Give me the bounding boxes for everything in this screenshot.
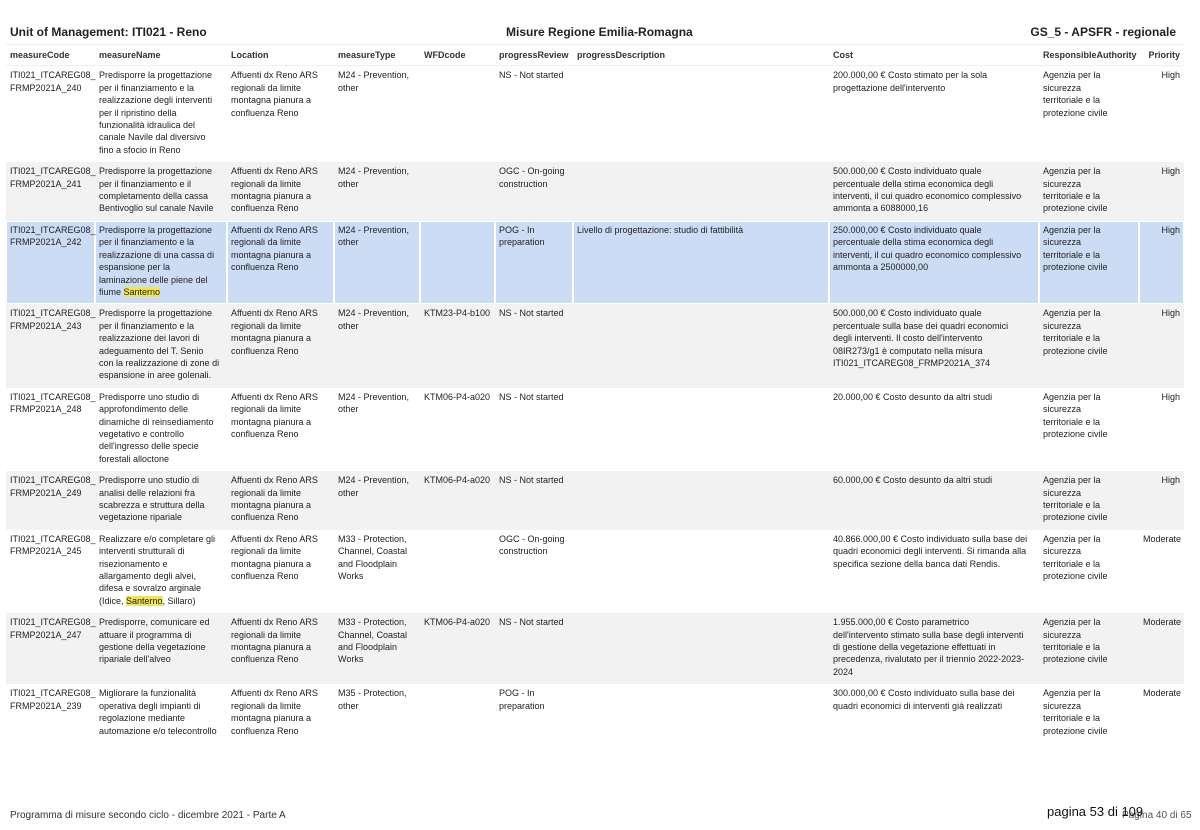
cell-name: Migliorare la funzionalità operativa degli impianti di regolazione mediante automazione e/o telecontrollo [95, 684, 227, 743]
column-header-progressdescription: progressDescription [573, 45, 829, 66]
cell-wfd [420, 530, 495, 613]
cell-desc [573, 613, 829, 684]
cell-name: Predisporre uno studio di analisi delle relazioni fra scabrezza e struttura della vegetazione ripariale [95, 471, 227, 530]
cell-cost: 300.000,00 € Costo individuato sulla base dei quadri economici di interventi già realizzati [829, 684, 1039, 743]
cell-cost: 40.866.000,00 € Costo individuato sulla base dei quadri economici degli interventi. Si rimanda alla specifica sezione della banca dati Rendis. [829, 530, 1039, 613]
page-number: Pagina 40 di 65 [1122, 810, 1192, 821]
table-header-row [6, 45, 1184, 66]
cell-location: Affuenti dx Reno ARS regionali da limite montagna pianura a confluenza Reno [227, 162, 334, 221]
cell-cost: 20.000,00 € Costo desunto da altri studi [829, 388, 1039, 471]
cell-name: Predisporre uno studio di approfondimento delle dinamiche di reinsediamento vegetativo e controllo dell'ingresso delle specie forestali alloctone [95, 388, 227, 471]
cell-type: M24 - Prevention, other [334, 162, 420, 221]
table-row [6, 221, 1184, 304]
cell-review: NS - Not started [495, 471, 573, 530]
cell-code: ITI021_ITCAREG08_ FRMP2021A_239 [6, 684, 95, 743]
column-header-measuretype: measureType [334, 45, 420, 66]
cell-cost: 500.000,00 € Costo individuato quale percentuale sulla base dei quadri economici degli interventi. Il costo dell'intervento 08IR273/g1 è computato nella misura ITI021_ITCAREG08_FRMP2021A_374 [829, 304, 1039, 387]
cell-review: NS - Not started [495, 66, 573, 162]
cell-review: NS - Not started [495, 388, 573, 471]
cell-cost: 200.000,00 € Costo stimato per la sola progettazione dell'intervento [829, 66, 1039, 162]
table-row [6, 66, 1184, 162]
measures-table [6, 44, 1184, 743]
section-title: GS_5 - APSFR - regionale [1030, 25, 1176, 39]
cell-priority: Moderate [1139, 684, 1184, 743]
cell-name [95, 221, 227, 304]
cell-code: ITI021_ITCAREG08_ FRMP2021A_243 [6, 304, 95, 387]
cell-location: Affuenti dx Reno ARS regionali da limite montagna pianura a confluenza Reno [227, 684, 334, 743]
cell-priority: Moderate [1139, 530, 1184, 613]
cell-desc [573, 684, 829, 743]
cell-authority: Agenzia per la sicurezza territoriale e la protezione civile [1039, 221, 1139, 304]
page-number-overlay: pagina 53 di 109 [1047, 804, 1144, 819]
cell-name [95, 530, 227, 613]
document-title: Misure Regione Emilia-Romagna [506, 25, 693, 39]
cell-desc [573, 530, 829, 613]
cell-authority: Agenzia per la sicurezza territoriale e la protezione civile [1039, 471, 1139, 530]
column-header-cost: Cost [829, 45, 1039, 66]
cell-review: NS - Not started [495, 613, 573, 684]
table-row [6, 613, 1184, 684]
cell-priority: High [1139, 162, 1184, 221]
cell-authority: Agenzia per la sicurezza territoriale e la protezione civile [1039, 388, 1139, 471]
table-row [6, 388, 1184, 471]
cell-desc [573, 388, 829, 471]
cell-cost: 60.000,00 € Costo desunto da altri studi [829, 471, 1039, 530]
cell-name: Predisporre la progettazione per il finanziamento e la realizzazione dei lavori di adeguamento del T. Senio con la realizzazione di zone di espansione in aree golenali. [95, 304, 227, 387]
cell-type: M33 - Protection, Channel, Coastal and Floodplain Works [334, 530, 420, 613]
cell-type: M24 - Prevention, other [334, 471, 420, 530]
cell-code: ITI021_ITCAREG08_ FRMP2021A_248 [6, 388, 95, 471]
cell-type: M24 - Prevention, other [334, 304, 420, 387]
cell-review: OGC - On-going construction [495, 530, 573, 613]
cell-priority: High [1139, 66, 1184, 162]
column-header-progressreview: progressReview [495, 45, 573, 66]
cell-priority: High [1139, 471, 1184, 530]
table-row [6, 162, 1184, 221]
measure-name-text-end: , Sillaro) [162, 595, 196, 606]
cell-cost: 250.000,00 € Costo individuato quale percentuale della stima economica degli interventi, il cui quadro economico complessivo ammonta a 2500000,00 [829, 221, 1039, 304]
cell-authority: Agenzia per la sicurezza territoriale e la protezione civile [1039, 613, 1139, 684]
column-header-measurename: measureName [95, 45, 227, 66]
cell-authority: Agenzia per la sicurezza territoriale e la protezione civile [1039, 530, 1139, 613]
cell-cost: 500.000,00 € Costo individuato quale percentuale della stima economica degli interventi, il cui quadro economico complessivo ammonta a 6088000,16 [829, 162, 1039, 221]
column-header-responsibleauthority: ResponsibleAuthority [1039, 45, 1139, 66]
cell-wfd: KTM06-P4-a020 [420, 388, 495, 471]
cell-code: ITI021_ITCAREG08_ FRMP2021A_242 [6, 221, 95, 304]
table-row [6, 304, 1184, 387]
cell-type: M24 - Prevention, other [334, 388, 420, 471]
cell-wfd [420, 66, 495, 162]
cell-code: ITI021_ITCAREG08_ FRMP2021A_241 [6, 162, 95, 221]
cell-location: Affuenti dx Reno ARS regionali da limite montagna pianura a confluenza Reno [227, 304, 334, 387]
column-header-priority: Priority [1139, 45, 1184, 66]
cell-type: M35 - Protection, other [334, 684, 420, 743]
cell-wfd: KTM06-P4-a020 [420, 471, 495, 530]
cell-review: NS - Not started [495, 304, 573, 387]
cell-type: M24 - Prevention, other [334, 66, 420, 162]
cell-name: Predisporre la progettazione per il finanziamento e il completamento della cassa Bentivoglio sul canale Navile [95, 162, 227, 221]
cell-code: ITI021_ITCAREG08_ FRMP2021A_249 [6, 471, 95, 530]
column-header-wfdcode: WFDcode [420, 45, 495, 66]
cell-wfd: KTM06-P4-a020 [420, 613, 495, 684]
table-row [6, 530, 1184, 613]
cell-desc [573, 471, 829, 530]
cell-review: OGC - On-going construction [495, 162, 573, 221]
cell-location: Affuenti dx Reno ARS regionali da limite montagna pianura a confluenza Reno [227, 613, 334, 684]
cell-code: ITI021_ITCAREG08_ FRMP2021A_240 [6, 66, 95, 162]
cell-review: POG - In preparation [495, 221, 573, 304]
cell-wfd [420, 684, 495, 743]
cell-desc [573, 162, 829, 221]
unit-of-management-title: Unit of Management: ITI021 - Reno [10, 25, 207, 39]
table-row [6, 684, 1184, 743]
cell-priority: High [1139, 388, 1184, 471]
cell-name: Predisporre la progettazione per il finanziamento e la realizzazione degli interventi per il ripristino della funzionalità idraulica del canale Navile dal diversivo fino a sfocio in Reno [95, 66, 227, 162]
cell-name: Predisporre, comunicare ed attuare il programma di gestione della vegetazione ripariale dell'alveo [95, 613, 227, 684]
cell-wfd: KTM23-P4-b100 [420, 304, 495, 387]
cell-code: ITI021_ITCAREG08_ FRMP2021A_245 [6, 530, 95, 613]
cell-priority: High [1139, 221, 1184, 304]
column-header-measurecode: measureCode [6, 45, 95, 66]
cell-desc [573, 66, 829, 162]
cell-code: ITI021_ITCAREG08_ FRMP2021A_247 [6, 613, 95, 684]
cell-review: POG - In preparation [495, 684, 573, 743]
cell-location: Affuenti dx Reno ARS regionali da limite montagna pianura a confluenza Reno [227, 388, 334, 471]
cell-authority: Agenzia per la sicurezza territoriale e la protezione civile [1039, 304, 1139, 387]
cell-authority: Agenzia per la sicurezza territoriale e la protezione civile [1039, 162, 1139, 221]
cell-desc: Livello di progettazione: studio di fattibilità [573, 221, 829, 304]
cell-cost: 1.955.000,00 € Costo parametrico dell'intervento stimato sulla base degli interventi di gestione della vegetazione effettuati in precedenza, rivalutato per il triennio 2022-2023- 2024 [829, 613, 1039, 684]
cell-type: M33 - Protection, Channel, Coastal and Floodplain Works [334, 613, 420, 684]
table-row [6, 471, 1184, 530]
measure-name-text: Predisporre la progettazione per il finanziamento e la realizzazione di una cassa di espansione per la laminazione delle piene del fiume [99, 224, 215, 297]
highlighted-word: Santerno [123, 286, 161, 297]
cell-location: Affuenti dx Reno ARS regionali da limite montagna pianura a confluenza Reno [227, 471, 334, 530]
cell-location: Affuenti dx Reno ARS regionali da limite montagna pianura a confluenza Reno [227, 530, 334, 613]
cell-location: Affuenti dx Reno ARS regionali da limite montagna pianura a confluenza Reno [227, 66, 334, 162]
column-header-location: Location [227, 45, 334, 66]
cell-authority: Agenzia per la sicurezza territoriale e la protezione civile [1039, 684, 1139, 743]
highlighted-word: Santerno [126, 595, 163, 606]
cell-priority: Moderate [1139, 613, 1184, 684]
cell-location: Affuenti dx Reno ARS regionali da limite montagna pianura a confluenza Reno [227, 221, 334, 304]
cell-type: M24 - Prevention, other [334, 221, 420, 304]
cell-authority: Agenzia per la sicurezza territoriale e la protezione civile [1039, 66, 1139, 162]
cell-wfd [420, 221, 495, 304]
footer-text: Programma di misure secondo ciclo - dicembre 2021 - Parte A [10, 810, 286, 821]
measure-name-text: Realizzare e/o completare gli interventi strutturali di risezionamento e allargamento degli alvei, difesa e sovralzo arginale (Idice, [99, 533, 216, 606]
cell-priority: High [1139, 304, 1184, 387]
cell-wfd [420, 162, 495, 221]
cell-desc [573, 304, 829, 387]
